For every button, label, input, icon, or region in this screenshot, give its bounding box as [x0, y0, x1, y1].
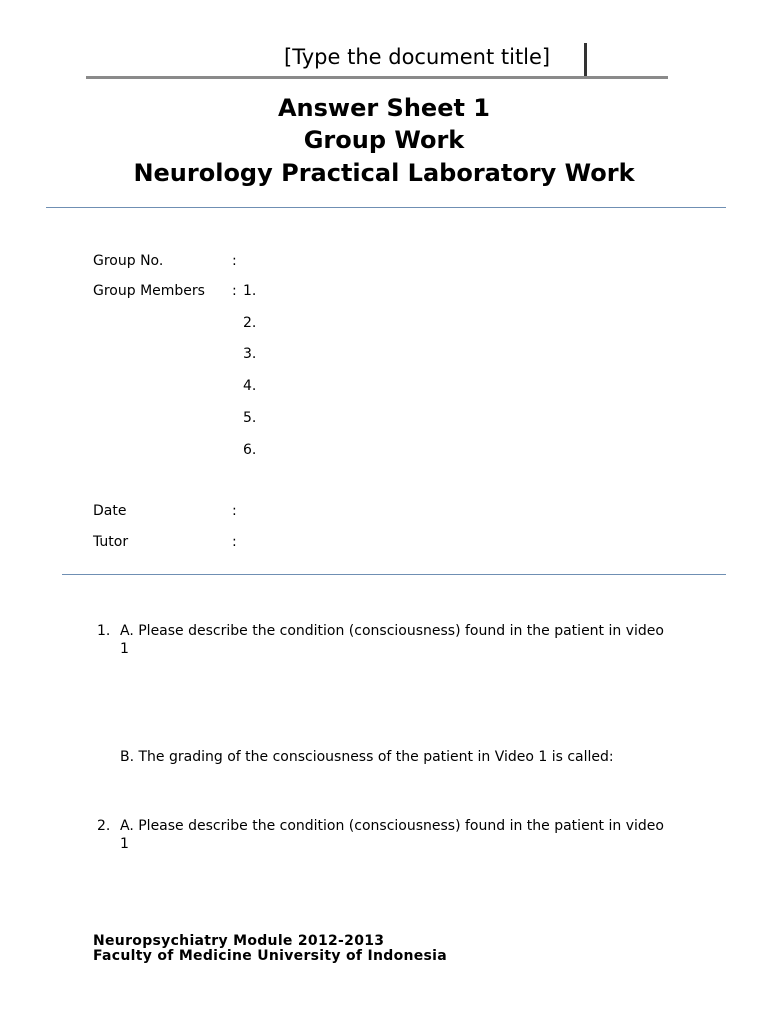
document-title-placeholder[interactable]: [Type the document title]: [284, 45, 551, 69]
tutor-colon: :: [232, 534, 237, 550]
question-1a-text: A. Please describe the condition (consciousness) found in the patient in video: [120, 623, 664, 639]
member-item: 2.: [243, 315, 257, 331]
question-1b-text: B. The grading of the consciousness of the patient in Video 1 is called:: [120, 749, 614, 765]
date-label: Date: [93, 503, 127, 519]
group-no-label: Group No.: [93, 253, 164, 269]
member-item: 5.: [243, 410, 257, 426]
question-2a-text: A. Please describe the condition (consciousness) found in the patient in video: [120, 818, 664, 834]
member-item: 1.: [243, 283, 257, 299]
group-no-colon: :: [232, 253, 237, 269]
header-rule: [86, 76, 668, 79]
section-divider-bottom: [62, 574, 726, 575]
question-number: 2.: [97, 818, 111, 834]
heading-group-work: Group Work: [303, 126, 465, 154]
footer-module: Neuropsychiatry Module 2012-2013: [93, 933, 385, 949]
text-cursor: [584, 43, 587, 76]
member-item: 6.: [243, 442, 257, 458]
group-members-colon: :: [232, 283, 237, 299]
group-members-label: Group Members: [93, 283, 205, 299]
tutor-label: Tutor: [93, 534, 129, 550]
member-item: 3.: [243, 346, 257, 362]
question-2a-text-cont: 1: [120, 836, 129, 852]
member-item: 4.: [243, 378, 257, 394]
footer-faculty: Faculty of Medicine University of Indonesia: [93, 948, 448, 964]
section-divider-top: [46, 207, 726, 208]
heading-answer-sheet: Answer Sheet 1: [277, 94, 491, 122]
date-colon: :: [232, 503, 237, 519]
question-number: 1.: [97, 623, 111, 639]
heading-neurology-lab: Neurology Practical Laboratory Work: [133, 159, 635, 187]
question-1a-text-cont: 1: [120, 641, 129, 657]
